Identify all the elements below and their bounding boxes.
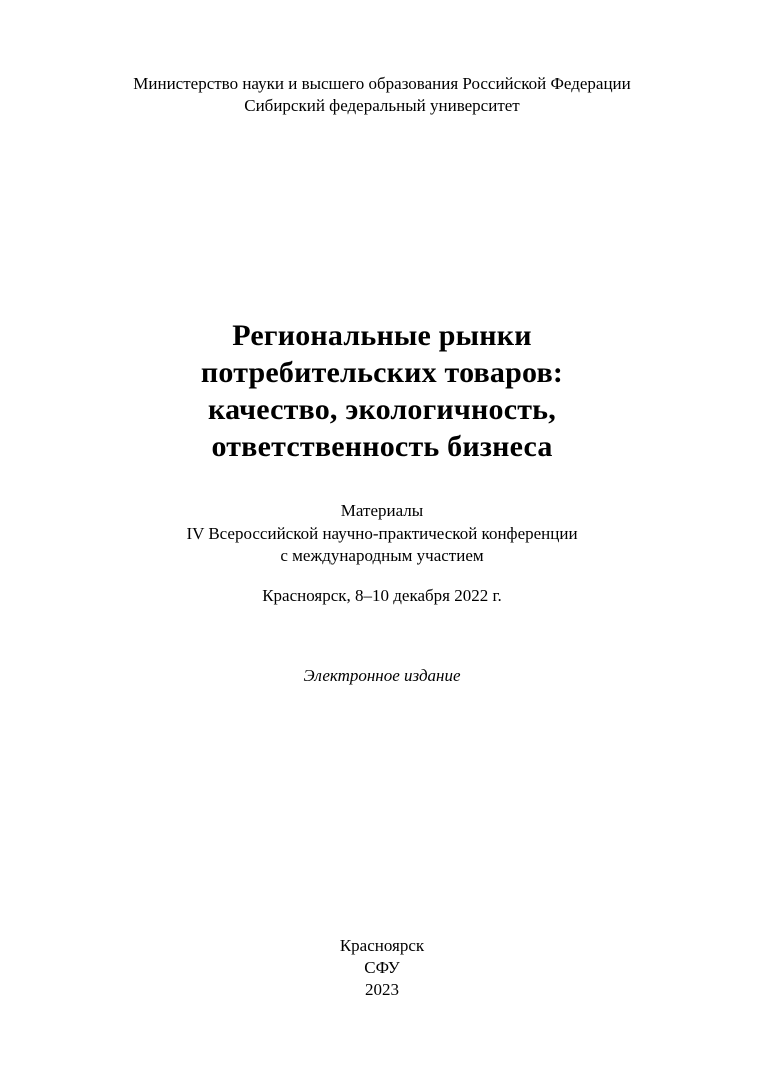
edition-type: Электронное издание	[303, 666, 461, 685]
conference-name-line-1: IV Всероссийской научно-практической конференции	[186, 524, 578, 543]
conference-place-date: Красноярск, 8–10 декабря 2022 г.	[262, 586, 502, 605]
title-line-1: Региональные рынки	[232, 319, 532, 352]
title-line-2: потребительских товаров:	[200, 356, 564, 389]
title-line-3: качество, экологичность,	[208, 393, 556, 426]
ministry-line: Министерство науки и высшего образования Российской Федерации	[133, 74, 631, 93]
imprint-publisher: СФУ	[364, 958, 400, 977]
imprint-year: 2023	[365, 980, 399, 999]
imprint-city: Красноярск	[339, 936, 425, 955]
university-line: Сибирский федеральный университет	[244, 96, 520, 115]
title-line-4: ответственность бизнеса	[211, 430, 553, 463]
materials-label: Материалы	[340, 501, 424, 520]
conference-name-line-2: с международным участием	[280, 546, 484, 565]
